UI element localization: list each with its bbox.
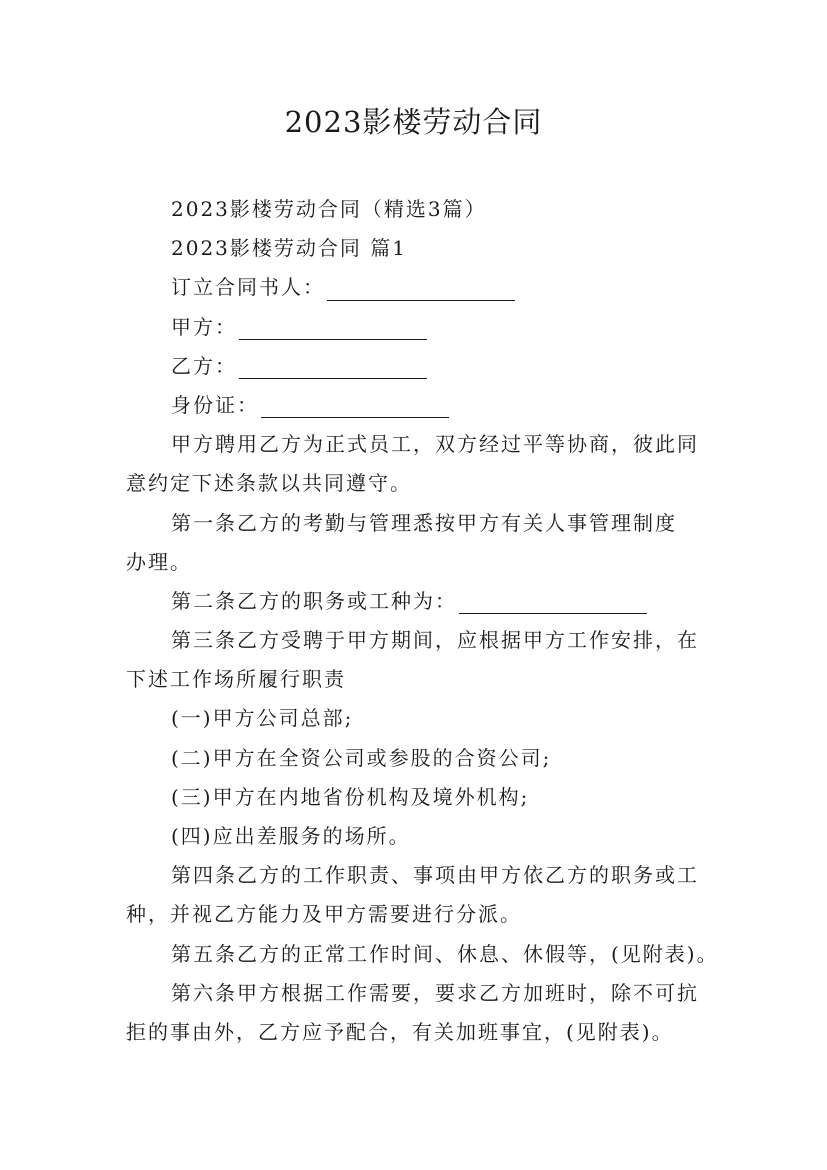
article-6-line-2: 拒的事由外，乙方应予配合，有关加班事宜，(见附表)。 <box>126 1019 674 1044</box>
document-title: 2023影楼劳动合同 <box>284 105 543 139</box>
party-a-label: 甲方： <box>171 314 237 339</box>
id-card-label: 身份证： <box>171 392 259 417</box>
id-card-blank <box>261 394 449 418</box>
document-body <box>126 190 726 1052</box>
article-4-line-2: 种，并视乙方能力及甲方需要进行分派。 <box>126 902 522 927</box>
signatory-label: 订立合同书人： <box>171 275 325 300</box>
party-a-blank <box>239 316 427 340</box>
workplace-item-2: (二)甲方在全资公司或参股的合资公司; <box>171 745 552 770</box>
party-b-label: 乙方： <box>171 353 237 378</box>
workplace-item-4: (四)应出差服务的场所。 <box>171 824 411 848</box>
article-2-blank <box>459 590 647 614</box>
contract-article-heading: 2023影楼劳动合同 篇1 <box>171 236 407 261</box>
id-card-field-line <box>126 386 726 425</box>
workplace-item-3: (三)甲方在内地省份机构及境外机构; <box>171 784 530 809</box>
article-2-text: 第二条乙方的职务或工种为： <box>171 588 457 613</box>
article-3-line-2: 下述工作场所履行职责 <box>126 667 346 692</box>
article-6-line-1: 第六条甲方根据工作需要，要求乙方加班时，除不可抗 <box>171 980 699 1005</box>
party-b-field-line <box>126 347 726 386</box>
party-a-field-line <box>126 308 726 347</box>
article-2-line <box>126 582 726 621</box>
article-3-line-1: 第三条乙方受聘于甲方期间，应根据甲方工作安排，在 <box>171 628 699 653</box>
article-1-line-2: 办理。 <box>126 549 192 574</box>
article-1-line-1: 第一条乙方的考勤与管理悉按甲方有关人事管理制度 <box>171 510 677 535</box>
article-5-line: 第五条乙方的正常工作时间、休息、休假等，(见附表)。 <box>171 941 719 966</box>
party-b-blank <box>239 355 427 379</box>
intro-paragraph-line-2: 意约定下述条款以共同遵守。 <box>126 471 412 496</box>
signatory-blank <box>327 277 515 301</box>
article-4-line-1: 第四条乙方的工作职责、事项由甲方依乙方的职务或工 <box>171 863 699 888</box>
contract-collection-heading: 2023影楼劳动合同（精选3篇） <box>171 197 487 221</box>
workplace-item-1: (一)甲方公司总部; <box>171 706 354 731</box>
signatory-field-line <box>126 268 726 307</box>
intro-paragraph-line-1: 甲方聘用乙方为正式员工，双方经过平等协商，彼此同 <box>171 432 699 457</box>
